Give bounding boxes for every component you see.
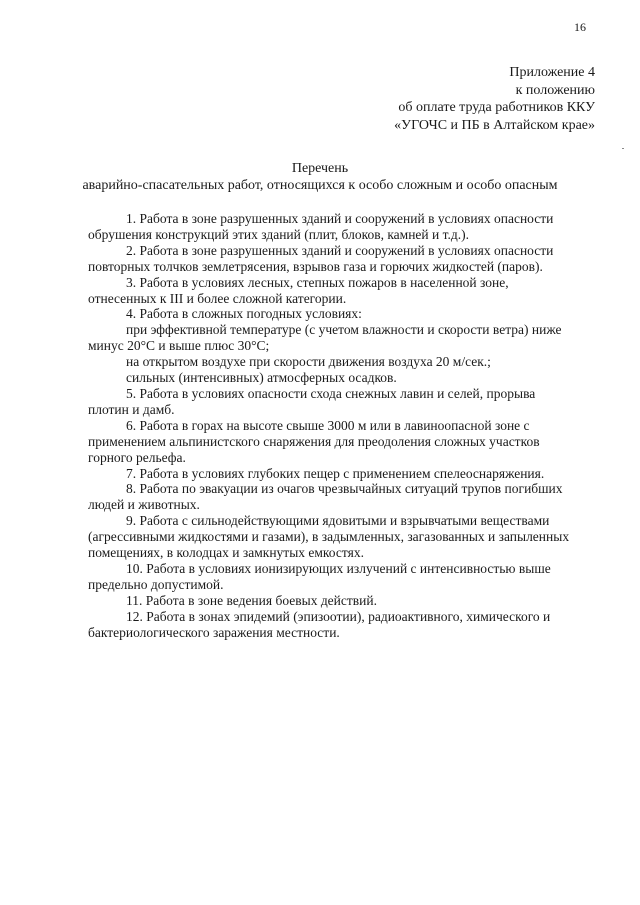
list-item-line: 5. Работа в условиях опасности схода снежных лавин и селей, прорыва bbox=[126, 385, 536, 401]
appendix-line: Приложение 4 bbox=[509, 65, 595, 80]
list-item-line: 10. Работа в условиях ионизирующих излучений с интенсивностью выше bbox=[126, 560, 551, 576]
list-subitem-line: сильных (интенсивных) атмосферных осадков. bbox=[126, 370, 397, 386]
page-number: 16 bbox=[574, 20, 586, 34]
list-item-line: 1. Работа в зоне разрушенных зданий и сооружений в условиях опасности bbox=[126, 211, 554, 226]
list-item-line: 3. Работа в условиях лесных, степных пожаров в населенной зоне, bbox=[126, 274, 509, 290]
list-item-line: 4. Работа в сложных погодных условиях: bbox=[126, 306, 362, 322]
list-item-line: 12. Работа в зонах эпидемий (эпизоотии), радиоактивного, химического и bbox=[126, 608, 551, 624]
margin-mark bbox=[622, 148, 624, 149]
list-item-line: 9. Работа с сильнодействующими ядовитыми и взрывчатыми веществами bbox=[126, 513, 550, 529]
work-list bbox=[88, 211, 580, 640]
list-item-line: 8. Работа по эвакуации из очагов чрезвычайных ситуаций трупов погибших bbox=[126, 481, 563, 497]
list-item-line: 2. Работа в зоне разрушенных зданий и сооружений в условиях опасности bbox=[126, 242, 554, 258]
list-item-line: горного рельефа. bbox=[88, 449, 186, 465]
appendix-line: об оплате труда работников ККУ bbox=[398, 100, 595, 115]
list-item-line: 7. Работа в условиях глубоких пещер с применением спелеоснаряжения. bbox=[126, 465, 545, 481]
list-subitem-line: минус 20°С и выше плюс 30°С; bbox=[88, 338, 270, 354]
list-item-line: 11. Работа в зоне ведения боевых действий. bbox=[126, 592, 377, 608]
list-subitem-line: на открытом воздухе при скорости движения воздуха 20 м/сек.; bbox=[126, 354, 491, 370]
list-item-line: применением альпинистского снаряжения для преодоления сложных участков bbox=[88, 433, 540, 449]
list-item-line: отнесенных к III и более сложной категории. bbox=[88, 290, 347, 306]
appendix-line: «УГОЧС и ПБ в Алтайском крае» bbox=[394, 117, 595, 133]
title-subheading: аварийно-спасательных работ, относящихся к особо сложным и особо опасным bbox=[82, 178, 558, 193]
list-item-line: бактериологического заражения местности. bbox=[88, 624, 340, 640]
list-item-line: предельно допустимой. bbox=[88, 576, 224, 592]
list-item-line: людей и животных. bbox=[88, 497, 200, 513]
list-item-line: 6. Работа в горах на высоте свыше 3000 м или в лавиноопасной зоне с bbox=[126, 417, 530, 433]
list-item-line: обрушения конструкций этих зданий (плит, блоков, камней и т.д.). bbox=[88, 226, 469, 242]
document-title bbox=[70, 160, 570, 194]
list-item-line: повторных толчков землетрясения, взрывов газа и горючих жидкостей (паров). bbox=[88, 258, 543, 274]
list-item-line: (агрессивными жидкостями и газами), в задымленных, загазованных и запыленных bbox=[88, 529, 570, 545]
list-item-line: плотин и дамб. bbox=[88, 401, 175, 417]
list-item-line: помещениях, в колодцах и замкнутых емкостях. bbox=[88, 545, 364, 561]
appendix-line: к положению bbox=[515, 82, 595, 98]
title-heading: Перечень bbox=[291, 161, 349, 176]
appendix-header bbox=[394, 64, 595, 134]
list-subitem-line: при эффективной температуре (с учетом влажности и скорости ветра) ниже bbox=[126, 322, 562, 338]
